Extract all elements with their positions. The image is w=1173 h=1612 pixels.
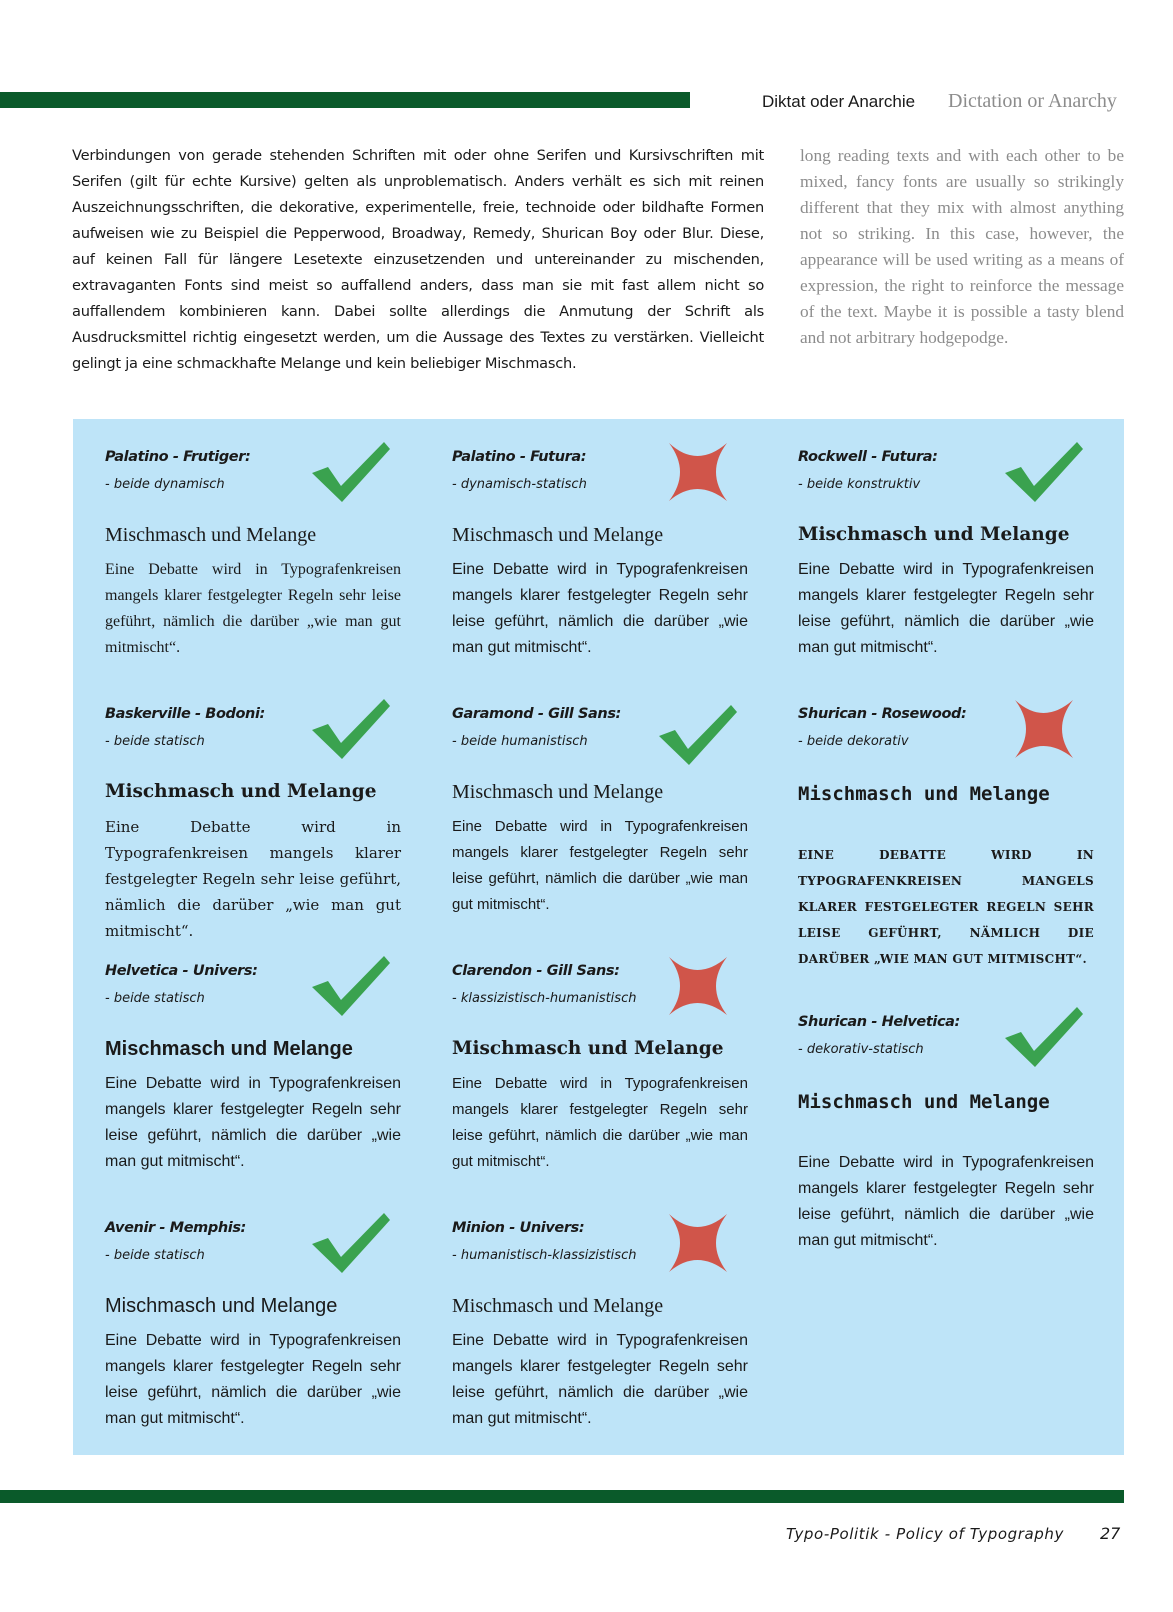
sample-text: EINE DEBATTE WIRD IN TYPOGRAFENKREISEN MANGELS KLARER FESTGELEGTER REGELN SEHR LEISE GEFÜHRT, NÄMLICH DIE DARÜBER „WIE MAN GUT MITMISCHT“. bbox=[798, 848, 1094, 966]
sample-text: Eine Debatte wird in Typografenkreisen mangels klarer festgelegter Regeln sehr leise geführt, nämlich die darüber „wie man gut mitmischt“. bbox=[452, 561, 748, 656]
pairing-classification: - beide statisch bbox=[105, 734, 205, 749]
sample-text: Eine Debatte wird in Typografenkreisen mangels klarer festgelegter Regeln sehr leise geführt, nämlich die darüber „wie man gut mitmischt“. bbox=[798, 1154, 1094, 1249]
sample-heading: Mischmasch und Melange bbox=[798, 783, 1050, 805]
check-icon bbox=[308, 696, 392, 762]
sample-heading: Mischmasch und Melange bbox=[452, 1038, 724, 1059]
sample-heading: Mischmasch und Melange bbox=[452, 781, 664, 803]
cross-icon bbox=[655, 439, 739, 505]
sample-heading: Mischmasch und Melange bbox=[798, 1091, 1050, 1113]
sample-text: Eine Debatte wird in Typografenkreisen mangels klarer festgelegter Regeln sehr leise geführt, nämlich die darüber „wie man gut mitmischt“. bbox=[105, 818, 401, 940]
footer-rule bbox=[0, 1490, 1124, 1503]
sample-heading: Mischmasch und Melange bbox=[105, 781, 377, 802]
pairing-title: Palatino - Futura: bbox=[452, 449, 587, 465]
cross-icon bbox=[655, 953, 739, 1019]
pairing-classification: - beide statisch bbox=[105, 991, 205, 1006]
pairing-classification: - humanistisch-klassizistisch bbox=[452, 1248, 637, 1263]
body-text-german: Verbindungen von gerade stehenden Schriften mit oder ohne Serifen und Kursivschriften mit Serifen (gilt für echte Kursive) gelten als unproblematisch. Anders verhält es sich mit reinen Auszeichnungsschriften, die dekorative, experimentelle, freie, technoide oder bildhafte Formen aufweisen wie zu Beispiel die Pepperwood, Broadway, Remedy, Shurican Boy oder Blur. Diese, auf keinen Fall für längere Lesetexte einzusetzenden und untereinander zu mischenden, extravaganten Fonts sind meist so auffallend anders, dass man sie mit fast allem nicht so auffallendem kombinieren kann. Dabei sollte allerdings die Anmutung der Schrift als Ausdrucksmittel richtig eingesetzt werden, um die Aussage des Textes zu verstärken. Vielleicht gelingt ja eine schmackhafte Melange und kein beliebiger Mischmasch. bbox=[72, 147, 764, 372]
check-icon bbox=[655, 702, 739, 768]
footer-title: Typo-Politik - Policy of Typography bbox=[786, 1525, 1064, 1543]
check-icon bbox=[308, 1210, 392, 1276]
page-number: 27 bbox=[1100, 1524, 1121, 1543]
check-icon bbox=[1001, 1004, 1085, 1070]
sample-heading: Mischmasch und Melange bbox=[105, 1038, 353, 1060]
sample-text: Eine Debatte wird in Typografenkreisen mangels klarer festgelegter Regeln sehr leise geführt, nämlich die darüber „wie man gut mitmischt“. bbox=[798, 561, 1094, 656]
pairing-title: Avenir - Memphis: bbox=[105, 1220, 246, 1236]
check-icon bbox=[1001, 439, 1085, 505]
cross-icon bbox=[1001, 696, 1085, 762]
check-icon bbox=[308, 953, 392, 1019]
sample-heading: Mischmasch und Melange bbox=[105, 1295, 338, 1317]
sample-text: Eine Debatte wird in Typografenkreisen mangels klarer festgelegter Regeln sehr leise geführt, nämlich die darüber „wie man gut mitmischt“. bbox=[452, 1075, 748, 1170]
running-head-english: Dictation or Anarchy bbox=[948, 90, 1117, 112]
pairing-title: Clarendon - Gill Sans: bbox=[452, 963, 620, 979]
pairing-title: Shurican - Helvetica: bbox=[798, 1014, 960, 1030]
pairing-classification: - beide humanistisch bbox=[452, 734, 588, 749]
header-rule bbox=[0, 92, 690, 108]
pairing-title: Shurican - Rosewood: bbox=[798, 706, 967, 722]
sample-heading: Mischmasch und Melange bbox=[452, 1295, 664, 1317]
pairing-title: Palatino - Frutiger: bbox=[105, 449, 251, 465]
pairing-title: Garamond - Gill Sans: bbox=[452, 706, 621, 722]
pairing-title: Helvetica - Univers: bbox=[105, 963, 258, 979]
pairing-title: Baskerville - Bodoni: bbox=[105, 706, 265, 722]
sample-text: Eine Debatte wird in Typografenkreisen mangels klarer festgelegter Regeln sehr leise geführt, nämlich die darüber „wie man gut mitmischt“. bbox=[105, 1332, 401, 1427]
sample-heading: Mischmasch und Melange bbox=[798, 524, 1070, 545]
pairing-classification: - klassizistisch-humanistisch bbox=[452, 991, 637, 1006]
pairing-classification: - dekorativ-statisch bbox=[798, 1042, 924, 1057]
check-icon bbox=[308, 439, 392, 505]
font-pairing-panel bbox=[73, 419, 1124, 1455]
sample-text: Eine Debatte wird in Typografenkreisen mangels klarer festgelegter Regeln sehr leise geführt, nämlich die darüber „wie man gut mitmischt“. bbox=[105, 561, 401, 656]
sample-text: Eine Debatte wird in Typografenkreisen mangels klarer festgelegter Regeln sehr leise geführt, nämlich die darüber „wie man gut mitmischt“. bbox=[105, 1075, 401, 1170]
sample-text: Eine Debatte wird in Typografenkreisen mangels klarer festgelegter Regeln sehr leise geführt, nämlich die darüber „wie man gut mitmischt“. bbox=[452, 1332, 748, 1427]
body-text-english: long reading texts and with each other to be mixed, fancy fonts are usually so strikingly different that they mix with almost anything not so striking. In this case, however, the appearance will be used writing as a means of expression, the right to reinforce the message of the text. Maybe it is possible a tasty blend and not arbitrary hodgepodge. bbox=[800, 146, 1124, 347]
pairing-title: Minion - Univers: bbox=[452, 1220, 585, 1236]
pairing-classification: - dynamisch-statisch bbox=[452, 477, 587, 492]
pairing-title: Rockwell - Futura: bbox=[798, 449, 938, 465]
pairing-classification: - beide dekorativ bbox=[798, 734, 909, 749]
pairing-classification: - beide statisch bbox=[105, 1248, 205, 1263]
sample-heading: Mischmasch und Melange bbox=[105, 524, 317, 546]
running-head-german: Diktat oder Anarchie bbox=[762, 92, 916, 111]
sample-heading: Mischmasch und Melange bbox=[452, 524, 664, 546]
pairing-classification: - beide konstruktiv bbox=[798, 477, 921, 492]
pairing-classification: - beide dynamisch bbox=[105, 477, 225, 492]
sample-text: Eine Debatte wird in Typografenkreisen mangels klarer festgelegter Regeln sehr leise geführt, nämlich die darüber „wie man gut mitmischt“. bbox=[452, 818, 748, 913]
cross-icon bbox=[655, 1210, 739, 1276]
